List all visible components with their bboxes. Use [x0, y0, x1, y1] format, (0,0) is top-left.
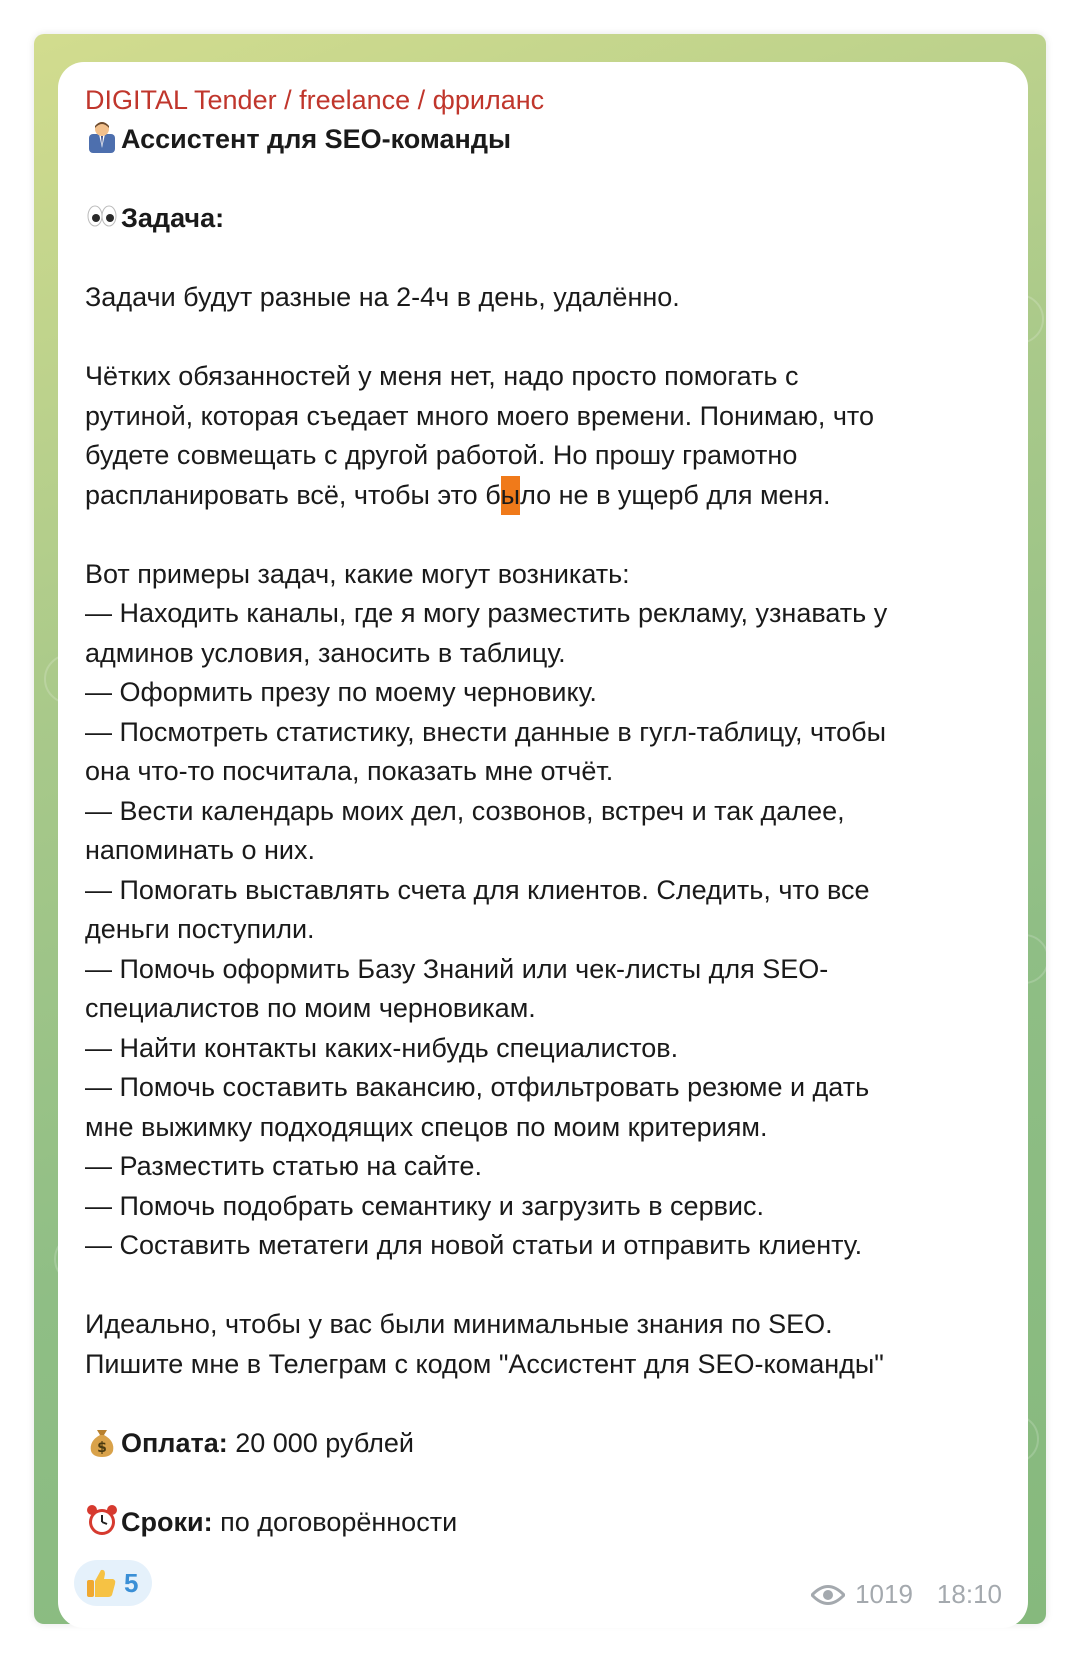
example-line: специалистов по моим черновикам.	[85, 993, 536, 1023]
example-line: деньги поступили.	[85, 914, 315, 944]
example-line: — Разместить статью на сайте.	[85, 1151, 482, 1181]
paragraph-line: рутиной, которая съедает много моего времени. Понимаю, что	[85, 400, 874, 431]
paragraph-text: ло не в ущерб для меня.	[520, 479, 831, 510]
terms-label: Сроки:	[121, 1506, 213, 1537]
example-line: — Помочь подобрать семантику и загрузить в сервис.	[85, 1190, 765, 1221]
task-heading-line	[85, 199, 998, 239]
example-line: — Посмотреть статистику, внести данные в гугл-таблицу, чтобы	[85, 716, 887, 747]
terms-value: по договорённости	[212, 1506, 458, 1537]
task-heading: Задача:	[121, 203, 225, 233]
example-line: напоминать о них.	[85, 835, 315, 865]
view-count: 1019	[855, 1579, 913, 1609]
closing-line: Пишите мне в Телеграм с кодом "Ассистент для SEO-команды"	[85, 1348, 884, 1379]
eye-icon	[811, 1584, 845, 1606]
example-line: — Помочь оформить Базу Знаний или чек-листы для SEO-	[85, 953, 829, 984]
message-text	[85, 120, 998, 1542]
closing-line: Идеально, чтобы у вас были минимальные знания по SEO.	[85, 1309, 833, 1339]
reaction-count: 5	[124, 1567, 139, 1598]
example-line: она что-то посчитала, показать мне отчёт.	[85, 756, 614, 786]
terms-line	[85, 1503, 998, 1543]
channel-name-link[interactable]: DIGITAL Tender / freelance / фриланс	[85, 85, 545, 115]
paragraph-line	[85, 476, 998, 516]
message-meta	[811, 1579, 1002, 1610]
example-line: — Помогать выставлять счета для клиентов. Следить, что все	[85, 874, 870, 905]
example-line: мне выжимку подходящих спецов по моим критериям.	[85, 1111, 768, 1142]
text-selection-cursor: ы	[501, 476, 520, 516]
payment-value: 20 000 рублей	[227, 1427, 414, 1458]
thumbs-up-icon	[84, 1566, 118, 1600]
paragraph-line: будете совмещать с другой работой. Но прошу грамотно	[85, 440, 798, 470]
examples-heading: Вот примеры задач, какие могут возникать:	[85, 558, 630, 589]
post-title-line	[85, 120, 998, 160]
paragraph-text: распланировать всё, чтобы это б	[85, 479, 501, 510]
message-bubble[interactable]	[58, 62, 1028, 1628]
eyes-icon	[85, 199, 119, 233]
post-title: Ассистент для SEO-команды	[121, 124, 512, 154]
intro-text: Задачи будут разные на 2-4ч в день, удалённо.	[85, 282, 680, 312]
money-bag-icon	[85, 1424, 119, 1458]
example-line: — Составить метатеги для новой статьи и отправить клиенту.	[85, 1230, 863, 1260]
paragraph-line: Чётких обязанностей у меня нет, надо просто помогать с	[85, 361, 799, 391]
example-line: админов условия, заносить в таблицу.	[85, 637, 566, 668]
office-worker-icon	[85, 120, 119, 154]
message-time: 18:10	[936, 1579, 1002, 1609]
example-line: — Помочь составить вакансию, отфильтровать резюме и дать	[85, 1072, 870, 1102]
example-line: — Оформить презу по моему черновику.	[85, 677, 597, 707]
example-line: — Вести календарь моих дел, созвонов, встреч и так далее,	[85, 795, 845, 826]
message-footer	[74, 1566, 1002, 1616]
payment-line	[85, 1424, 998, 1464]
payment-label: Оплата:	[121, 1427, 228, 1458]
svg-text:$: $	[97, 1439, 107, 1456]
example-line: — Найти контакты каких-нибудь специалистов.	[85, 1032, 679, 1063]
example-line: — Находить каналы, где я могу разместить рекламу, узнавать у	[85, 598, 888, 628]
reaction-thumbs-up-button[interactable]	[74, 1560, 152, 1606]
alarm-clock-icon	[85, 1503, 119, 1537]
